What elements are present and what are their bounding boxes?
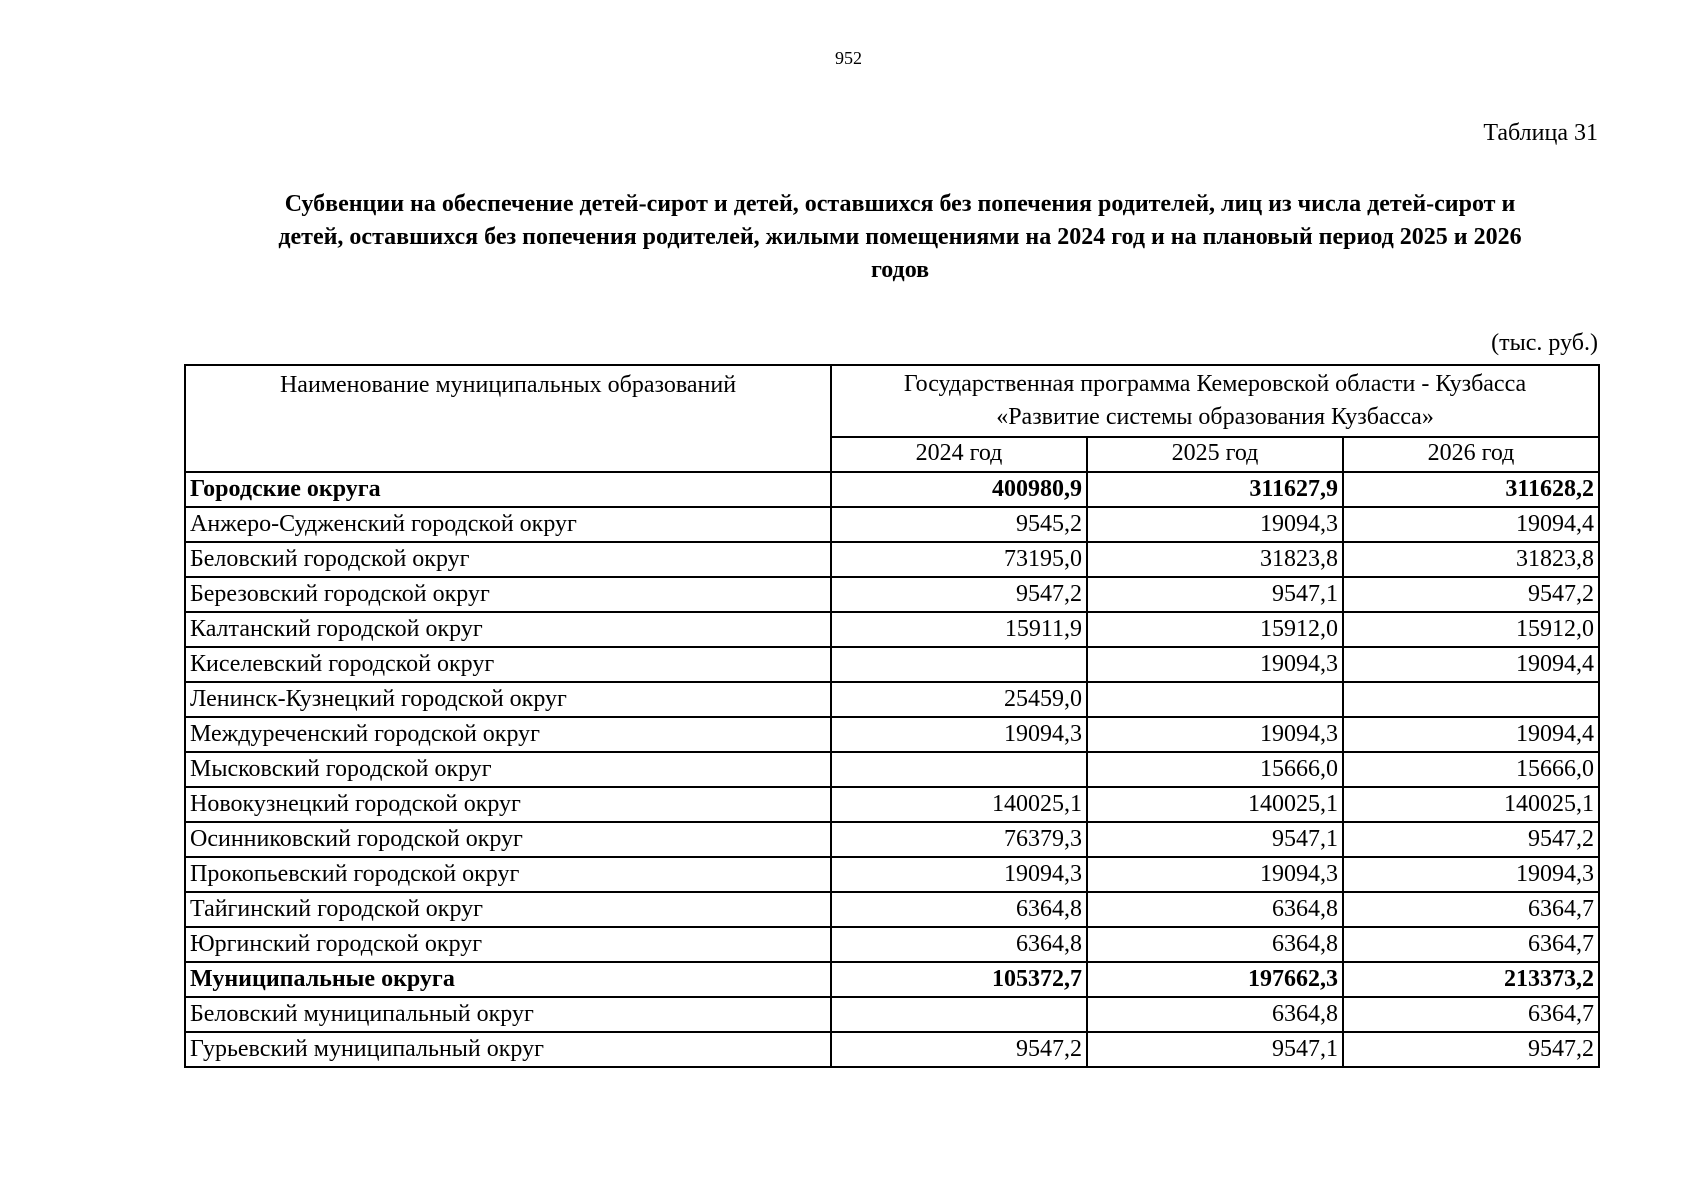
value-2025-cell: 311627,9 — [1087, 472, 1343, 507]
value-2026-cell: 19094,3 — [1343, 857, 1599, 892]
municipality-name-cell: Ленинск-Кузнецкий городской округ — [185, 682, 831, 717]
value-2025-cell: 19094,3 — [1087, 717, 1343, 752]
municipality-name-cell: Прокопьевский городской округ — [185, 857, 831, 892]
table-row — [185, 647, 1599, 682]
value-2024-cell: 73195,0 — [831, 542, 1087, 577]
table-row — [185, 857, 1599, 892]
value-2024-cell: 6364,8 — [831, 892, 1087, 927]
table-row — [185, 892, 1599, 927]
table-row — [185, 752, 1599, 787]
municipality-name-cell: Калтанский городской округ — [185, 612, 831, 647]
value-2025-cell: 6364,8 — [1087, 927, 1343, 962]
value-2025-cell — [1087, 682, 1343, 717]
table-row — [185, 997, 1599, 1032]
value-2026-cell: 6364,7 — [1343, 997, 1599, 1032]
value-2026-cell: 19094,4 — [1343, 647, 1599, 682]
municipality-name-cell: Анжеро-Судженский городской округ — [185, 507, 831, 542]
table-row — [185, 682, 1599, 717]
value-2026-cell: 213373,2 — [1343, 962, 1599, 997]
table-row — [185, 612, 1599, 647]
value-2024-cell: 19094,3 — [831, 857, 1087, 892]
value-2026-cell: 6364,7 — [1343, 892, 1599, 927]
value-2025-cell: 140025,1 — [1087, 787, 1343, 822]
value-2024-cell: 9547,2 — [831, 1032, 1087, 1067]
header-year-2025: 2025 год — [1087, 437, 1343, 472]
municipality-name-cell: Тайгинский городской округ — [185, 892, 831, 927]
value-2026-cell: 15666,0 — [1343, 752, 1599, 787]
municipality-name-cell: Междуреченский городской округ — [185, 717, 831, 752]
value-2024-cell: 105372,7 — [831, 962, 1087, 997]
value-2025-cell: 19094,3 — [1087, 507, 1343, 542]
value-2026-cell: 15912,0 — [1343, 612, 1599, 647]
value-2024-cell — [831, 752, 1087, 787]
value-2025-cell: 6364,8 — [1087, 997, 1343, 1032]
municipality-name-cell: Осинниковский городской округ — [185, 822, 831, 857]
header-program — [831, 365, 1599, 437]
value-2026-cell: 19094,4 — [1343, 507, 1599, 542]
table-label: Таблица 31 — [1483, 120, 1598, 146]
value-2026-cell: 9547,2 — [1343, 577, 1599, 612]
municipality-name-cell: Беловский городской округ — [185, 542, 831, 577]
value-2024-cell: 140025,1 — [831, 787, 1087, 822]
value-2025-cell: 197662,3 — [1087, 962, 1343, 997]
municipality-name-cell: Городские округа — [185, 472, 831, 507]
value-2026-cell — [1343, 682, 1599, 717]
table-row — [185, 507, 1599, 542]
table-body — [185, 472, 1599, 1067]
value-2026-cell: 6364,7 — [1343, 927, 1599, 962]
document-title — [200, 188, 1600, 287]
value-2024-cell: 19094,3 — [831, 717, 1087, 752]
value-2025-cell: 9547,1 — [1087, 1032, 1343, 1067]
municipality-name-cell: Беловский муниципальный округ — [185, 997, 831, 1032]
subventions-table — [184, 364, 1600, 1068]
value-2024-cell: 6364,8 — [831, 927, 1087, 962]
header-row — [185, 365, 1599, 437]
value-2026-cell: 140025,1 — [1343, 787, 1599, 822]
table-row — [185, 577, 1599, 612]
value-2024-cell — [831, 997, 1087, 1032]
table-row — [185, 717, 1599, 752]
value-2026-cell: 9547,2 — [1343, 1032, 1599, 1067]
page-number: 952 — [835, 48, 862, 68]
header-year-2026: 2026 год — [1343, 437, 1599, 472]
municipality-name-cell: Березовский городской округ — [185, 577, 831, 612]
table-row — [185, 822, 1599, 857]
header-municipality: Наименование муниципальных образований — [185, 365, 831, 472]
table-row — [185, 1032, 1599, 1067]
table-row — [185, 542, 1599, 577]
value-2024-cell: 25459,0 — [831, 682, 1087, 717]
value-2024-cell: 76379,3 — [831, 822, 1087, 857]
value-2025-cell: 15912,0 — [1087, 612, 1343, 647]
title-line-3: годов — [870, 257, 930, 283]
municipality-name-cell: Киселевский городской округ — [185, 647, 831, 682]
value-2026-cell: 9547,2 — [1343, 822, 1599, 857]
table-row — [185, 927, 1599, 962]
value-2025-cell: 31823,8 — [1087, 542, 1343, 577]
value-2024-cell: 9545,2 — [831, 507, 1087, 542]
title-line-1: Субвенции на обеспечение детей-сирот и детей, оставшихся без попечения родителей, лиц из числа детей-сирот и — [284, 191, 1516, 217]
value-2025-cell: 6364,8 — [1087, 892, 1343, 927]
value-2024-cell: 15911,9 — [831, 612, 1087, 647]
value-2025-cell: 19094,3 — [1087, 647, 1343, 682]
header-program-line-2: «Развитие системы образования Кузбасса» — [996, 404, 1434, 430]
table-group-row — [185, 472, 1599, 507]
value-2024-cell: 9547,2 — [831, 577, 1087, 612]
value-2026-cell: 311628,2 — [1343, 472, 1599, 507]
header-year-2024: 2024 год — [831, 437, 1087, 472]
municipality-name-cell: Гурьевский муниципальный округ — [185, 1032, 831, 1067]
value-2025-cell: 9547,1 — [1087, 577, 1343, 612]
municipality-name-cell: Мысковский городской округ — [185, 752, 831, 787]
header-program-line-1: Государственная программа Кемеровской области - Кузбасса — [903, 371, 1527, 397]
municipality-name-cell: Новокузнецкий городской округ — [185, 787, 831, 822]
value-2025-cell: 19094,3 — [1087, 857, 1343, 892]
value-2024-cell — [831, 647, 1087, 682]
units-label: (тыс. руб.) — [1491, 330, 1598, 356]
municipality-name-cell: Юргинский городской округ — [185, 927, 831, 962]
municipality-name-cell: Муниципальные округа — [185, 962, 831, 997]
table-row — [185, 787, 1599, 822]
table-group-row — [185, 962, 1599, 997]
value-2025-cell: 15666,0 — [1087, 752, 1343, 787]
value-2026-cell: 19094,4 — [1343, 717, 1599, 752]
value-2025-cell: 9547,1 — [1087, 822, 1343, 857]
value-2026-cell: 31823,8 — [1343, 542, 1599, 577]
title-line-2: детей, оставшихся без попечения родителей, жилыми помещениями на 2024 год и на плановый период 2025 и 2026 — [278, 224, 1522, 250]
value-2024-cell: 400980,9 — [831, 472, 1087, 507]
